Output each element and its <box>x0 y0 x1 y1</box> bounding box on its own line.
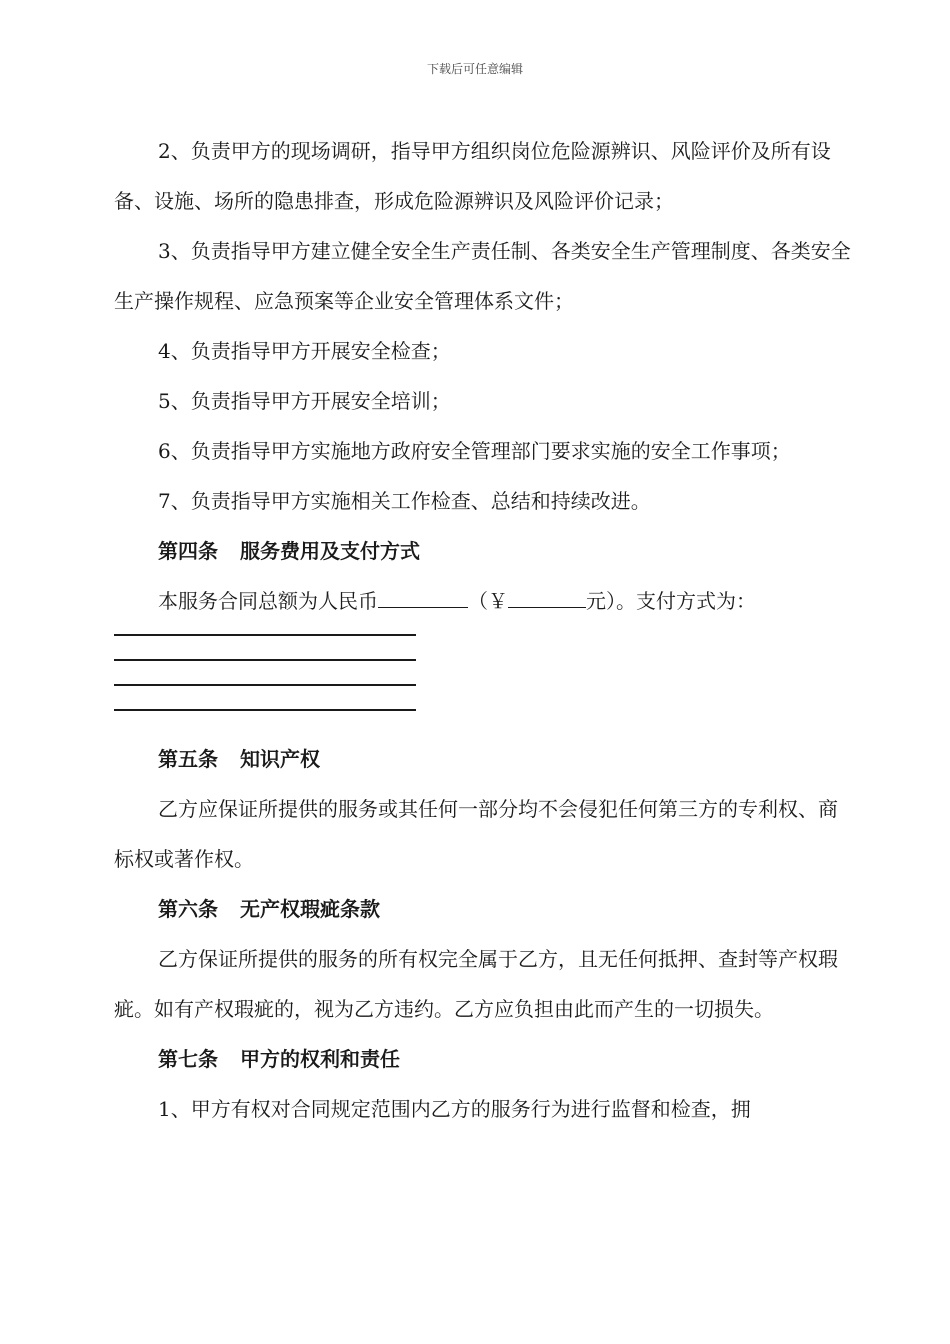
paragraph-item-4: 4、负责指导甲方开展安全检查； <box>158 339 451 363</box>
article-7-number: 第七条 <box>158 1047 218 1071</box>
fee-yuan-blank <box>508 579 586 608</box>
article-4-heading <box>114 526 856 576</box>
blank-line <box>114 684 416 686</box>
paragraph-item-2: 2、负责甲方的现场调研，指导甲方组织岗位危险源辨识、风险评价及所有设备、设施、场所的隐患排查，形成危险源辨识及风险评价记录； <box>114 139 831 213</box>
article-5-number: 第五条 <box>158 747 218 771</box>
page-header: 下载后可任意编辑 <box>426 62 523 76</box>
article-6-number: 第六条 <box>158 897 218 921</box>
article-5-text: 乙方应保证所提供的服务或其任何一部分均不会侵犯任何第三方的专利权、商标权或著作权。 <box>114 797 838 871</box>
fee-mid: （￥ <box>468 589 508 613</box>
fee-amount-blank <box>378 579 468 608</box>
article-6-text: 乙方保证所提供的服务的所有权完全属于乙方，且无任何抵押、查封等产权瑕疵。如有产权瑕疵的，视为乙方违约。乙方应负担由此而产生的一切损失。 <box>114 947 838 1021</box>
article-7-title: 甲方的权利和责任 <box>240 1047 400 1071</box>
payment-method-blanks <box>114 634 856 711</box>
article-4-number: 第四条 <box>158 539 218 563</box>
fee-suffix: 元）。支付方式为： <box>586 589 756 613</box>
paragraph-item-7: 7、负责指导甲方实施相关工作检查、总结和持续改进。 <box>158 489 651 513</box>
blank-line <box>114 634 416 636</box>
article-6-title: 无产权瑕疵条款 <box>240 897 380 921</box>
article-7-heading <box>114 1034 856 1084</box>
article-5-title: 知识产权 <box>240 747 320 771</box>
document-body <box>114 126 856 1134</box>
article-4-title: 服务费用及支付方式 <box>240 539 420 563</box>
fee-prefix: 本服务合同总额为人民币 <box>158 589 378 613</box>
article-4-fee-line <box>114 576 856 626</box>
paragraph-item-6: 6、负责指导甲方实施地方政府安全管理部门要求实施的安全工作事项； <box>158 439 791 463</box>
article-6-heading <box>114 884 856 934</box>
blank-line <box>114 709 416 711</box>
paragraph-item-5: 5、负责指导甲方开展安全培训； <box>158 389 451 413</box>
article-5-heading <box>114 734 856 784</box>
blank-line <box>114 659 416 661</box>
paragraph-item-3: 3、负责指导甲方建立健全安全生产责任制、各类安全生产管理制度、各类安全生产操作规程、应急预案等企业安全管理体系文件； <box>114 239 851 313</box>
article-7-item-1: 1、甲方有权对合同规定范围内乙方的服务行为进行监督和检查，拥 <box>158 1097 751 1121</box>
